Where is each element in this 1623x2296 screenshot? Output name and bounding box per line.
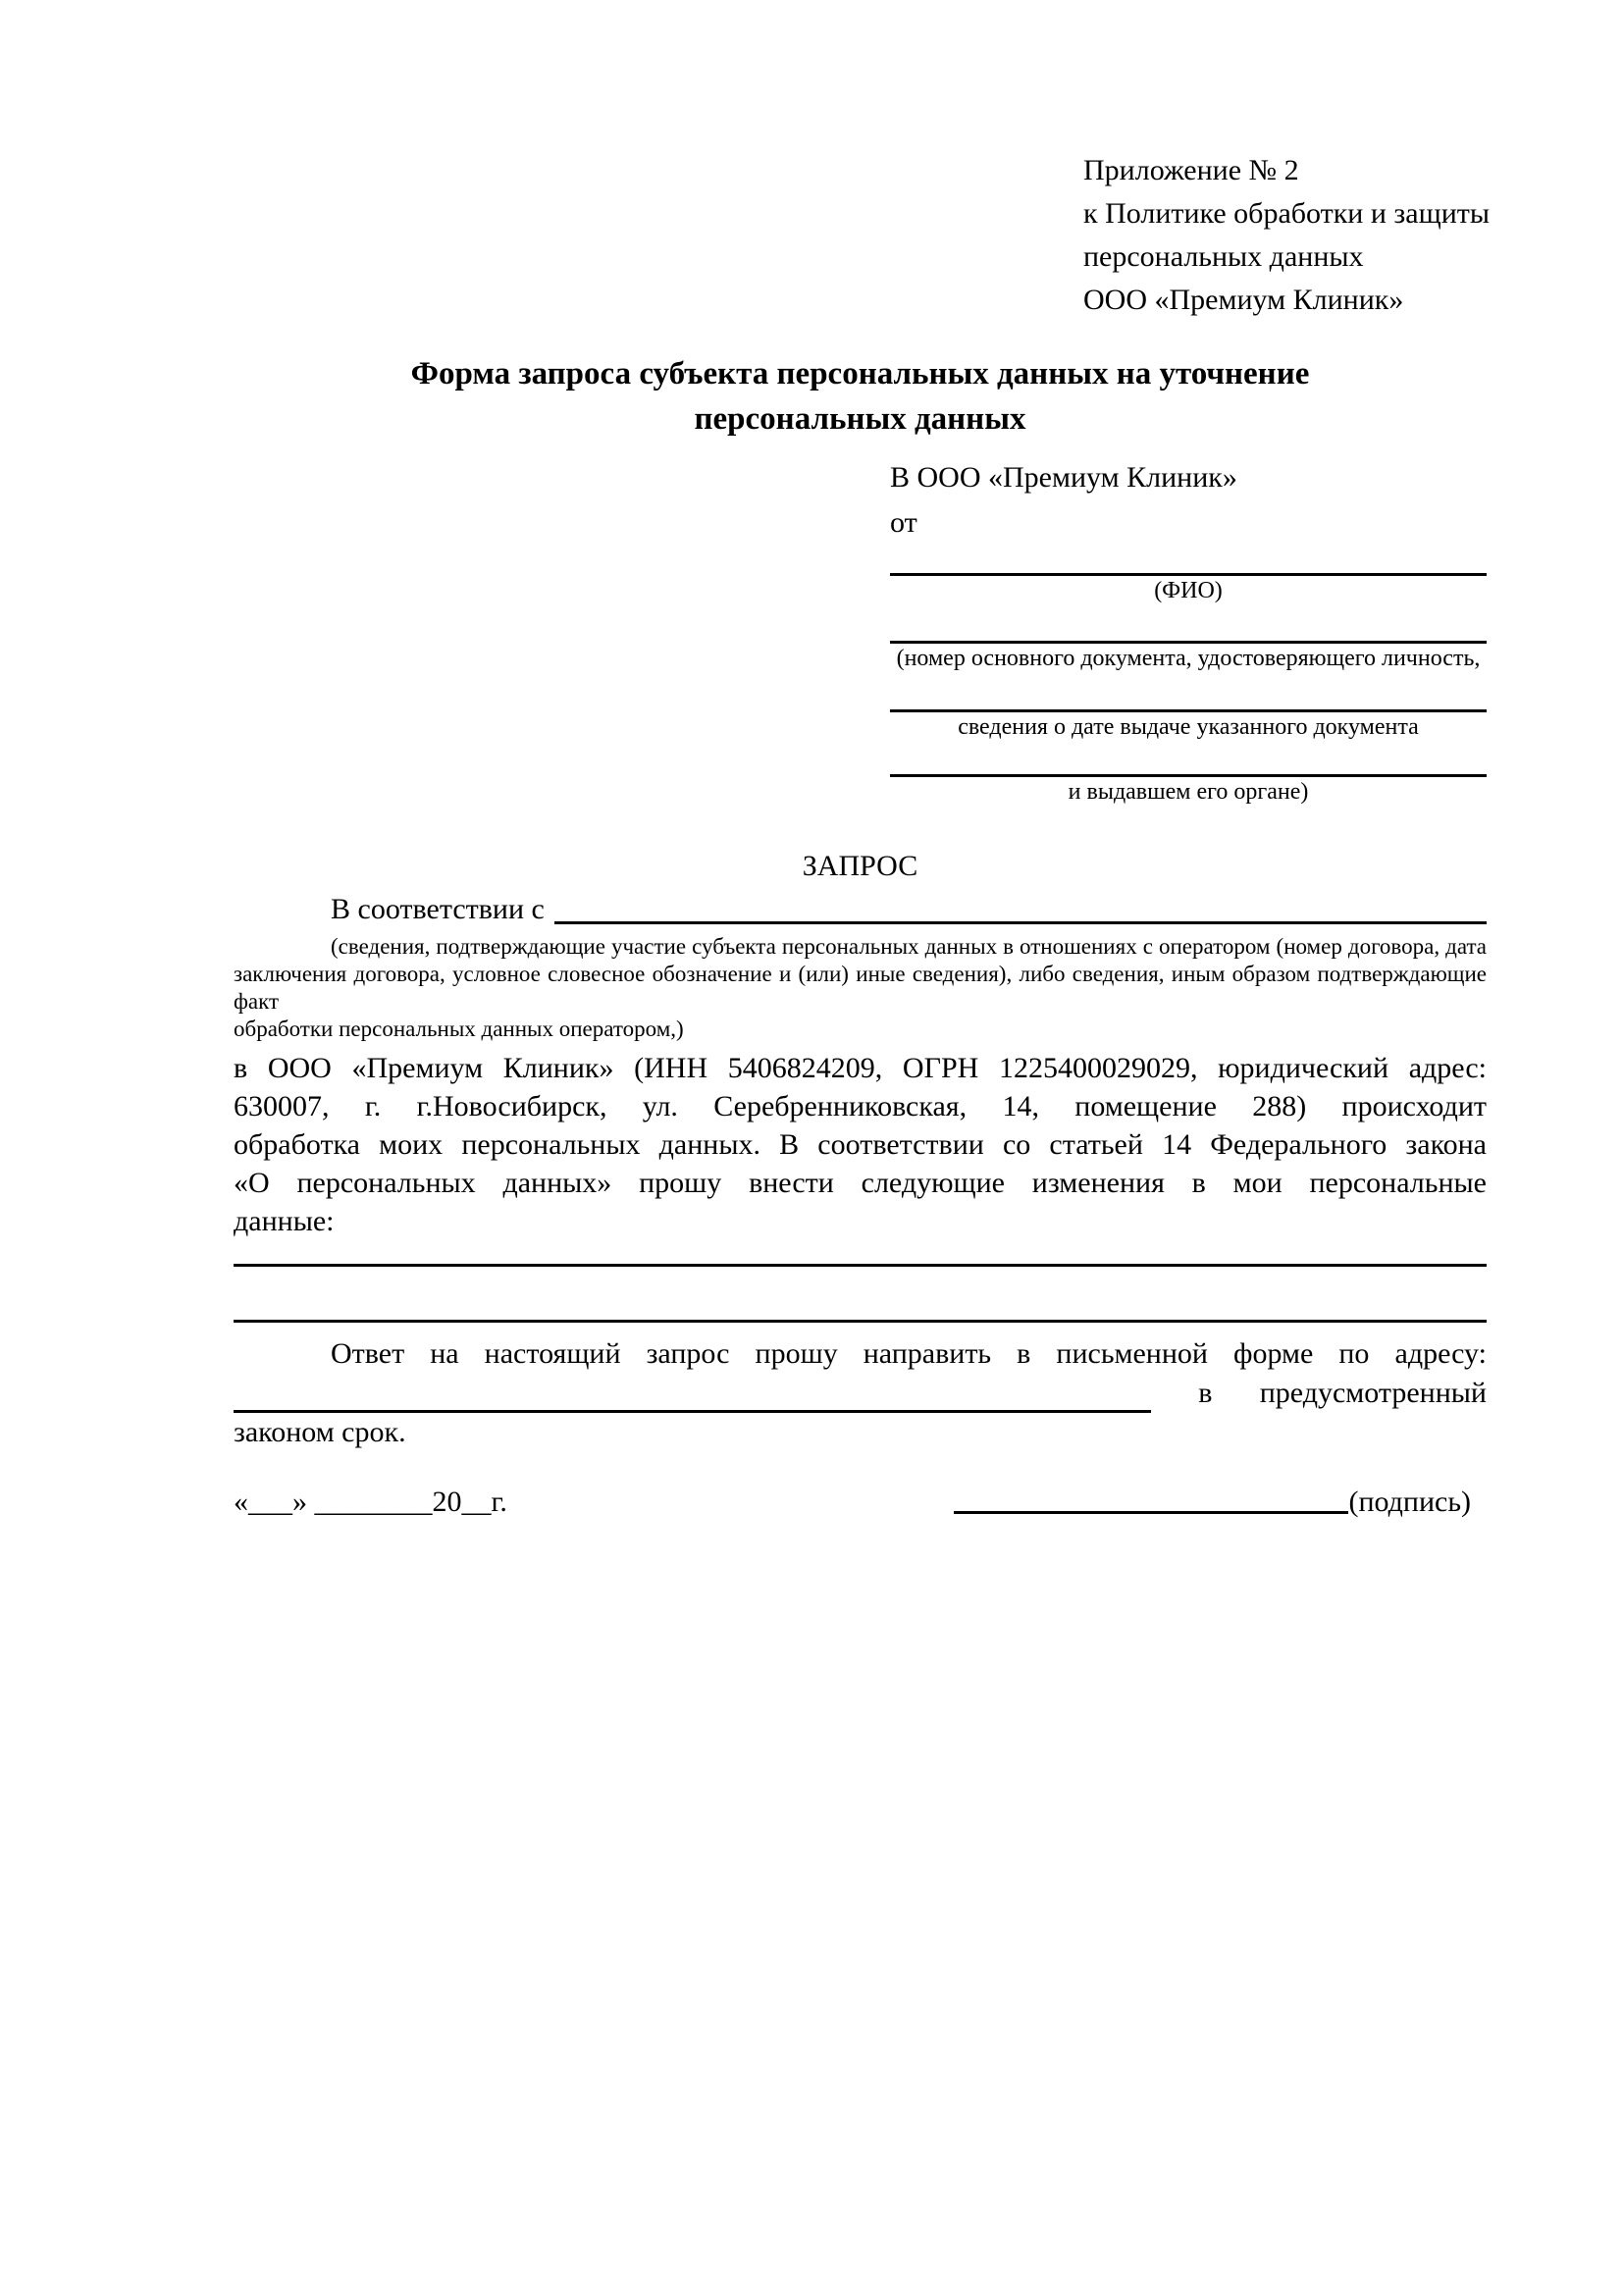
signature-group: [954, 1482, 1471, 1521]
signature-row: [234, 1482, 1487, 1521]
issue-date-write-line: [890, 672, 1487, 712]
fio-field-caption: (ФИО): [1154, 578, 1223, 603]
date-write-line: «___» ________20__г.: [234, 1486, 507, 1518]
lead-write-line: [554, 921, 1487, 924]
fine-print-line: заключения договора, условное словесное обозначение и (или) иные сведения), либо сведения, иным образом подтверждающие факт: [234, 962, 1487, 1014]
fine-print-line: (сведения, подтверждающие участие субъекта персональных данных в отношениях с оператором (номер договора, дата: [331, 934, 1487, 959]
body-line: 630007, г. г.Новосибирск, ул. Серебренниковская, 14, помещение 288) происходит: [234, 1090, 1487, 1122]
body-line: обработка моих персональных данных. В соответствии со статьей 14 Федерального закона: [234, 1128, 1487, 1161]
body-line: данные:: [234, 1205, 335, 1237]
appendix-line: ООО «Премиум Клиник»: [1083, 284, 1404, 316]
document-content: [234, 149, 1491, 1521]
body-line: в ООО «Премиум Клиник» (ИНН 5406824209, ОГРН 1225400029029, юридический адрес:: [234, 1052, 1487, 1084]
issue-date-field-caption: сведения о дате выдаче указанного документа: [958, 714, 1419, 740]
response-paragraph: [234, 1334, 1487, 1452]
signature-caption: (подпись): [1348, 1486, 1471, 1518]
request-heading: ЗАПРОС: [802, 850, 918, 882]
response-word: в: [1198, 1377, 1213, 1409]
address-write-line: [234, 1381, 1151, 1413]
appendix-line: персональных данных: [1083, 240, 1364, 273]
changes-write-line-2: [234, 1267, 1487, 1323]
page-title-line: Форма запроса субъекта персональных данных на уточнение: [410, 356, 1310, 391]
addressee-from-label: от: [890, 506, 917, 539]
page-title: [234, 351, 1487, 442]
response-line-3: законом срок.: [234, 1416, 406, 1448]
appendix-line: Приложение № 2: [1083, 154, 1299, 186]
document-number-field-caption: (номер основного документа, удостоверяющего личность,: [896, 646, 1481, 671]
body-paragraph: [234, 1049, 1487, 1240]
lead-text: В соответствии с: [331, 893, 545, 925]
signature-write-line: [954, 1482, 1348, 1514]
body-line: «О персональных данных» прошу внести следующие изменения в мои персональные: [234, 1167, 1487, 1199]
fine-print-line: обработки персональных данных оператором,): [234, 1017, 684, 1041]
document-number-write-line: [890, 604, 1487, 644]
issuing-authority-field-caption: и выдавшем его органе): [1068, 779, 1309, 805]
fine-print-caption: [234, 933, 1487, 1043]
addressee-block: [890, 455, 1487, 806]
issuing-authority-write-line: [890, 741, 1487, 777]
page-title-line: персональных данных: [694, 401, 1026, 437]
response-line-2: [234, 1374, 1487, 1413]
response-line-1: Ответ на настоящий запрос прошу направить в письменной форме по адресу:: [331, 1337, 1487, 1370]
addressee-to: В ООО «Премиум Клиник»: [890, 461, 1237, 494]
lead-row: [234, 888, 1487, 931]
fio-write-line: [890, 546, 1487, 576]
response-word: предусмотренный: [1259, 1377, 1487, 1409]
appendix-block: [1083, 149, 1491, 322]
appendix-line: к Политике обработки и защиты: [1083, 197, 1491, 230]
changes-write-line-1: [234, 1240, 1487, 1267]
